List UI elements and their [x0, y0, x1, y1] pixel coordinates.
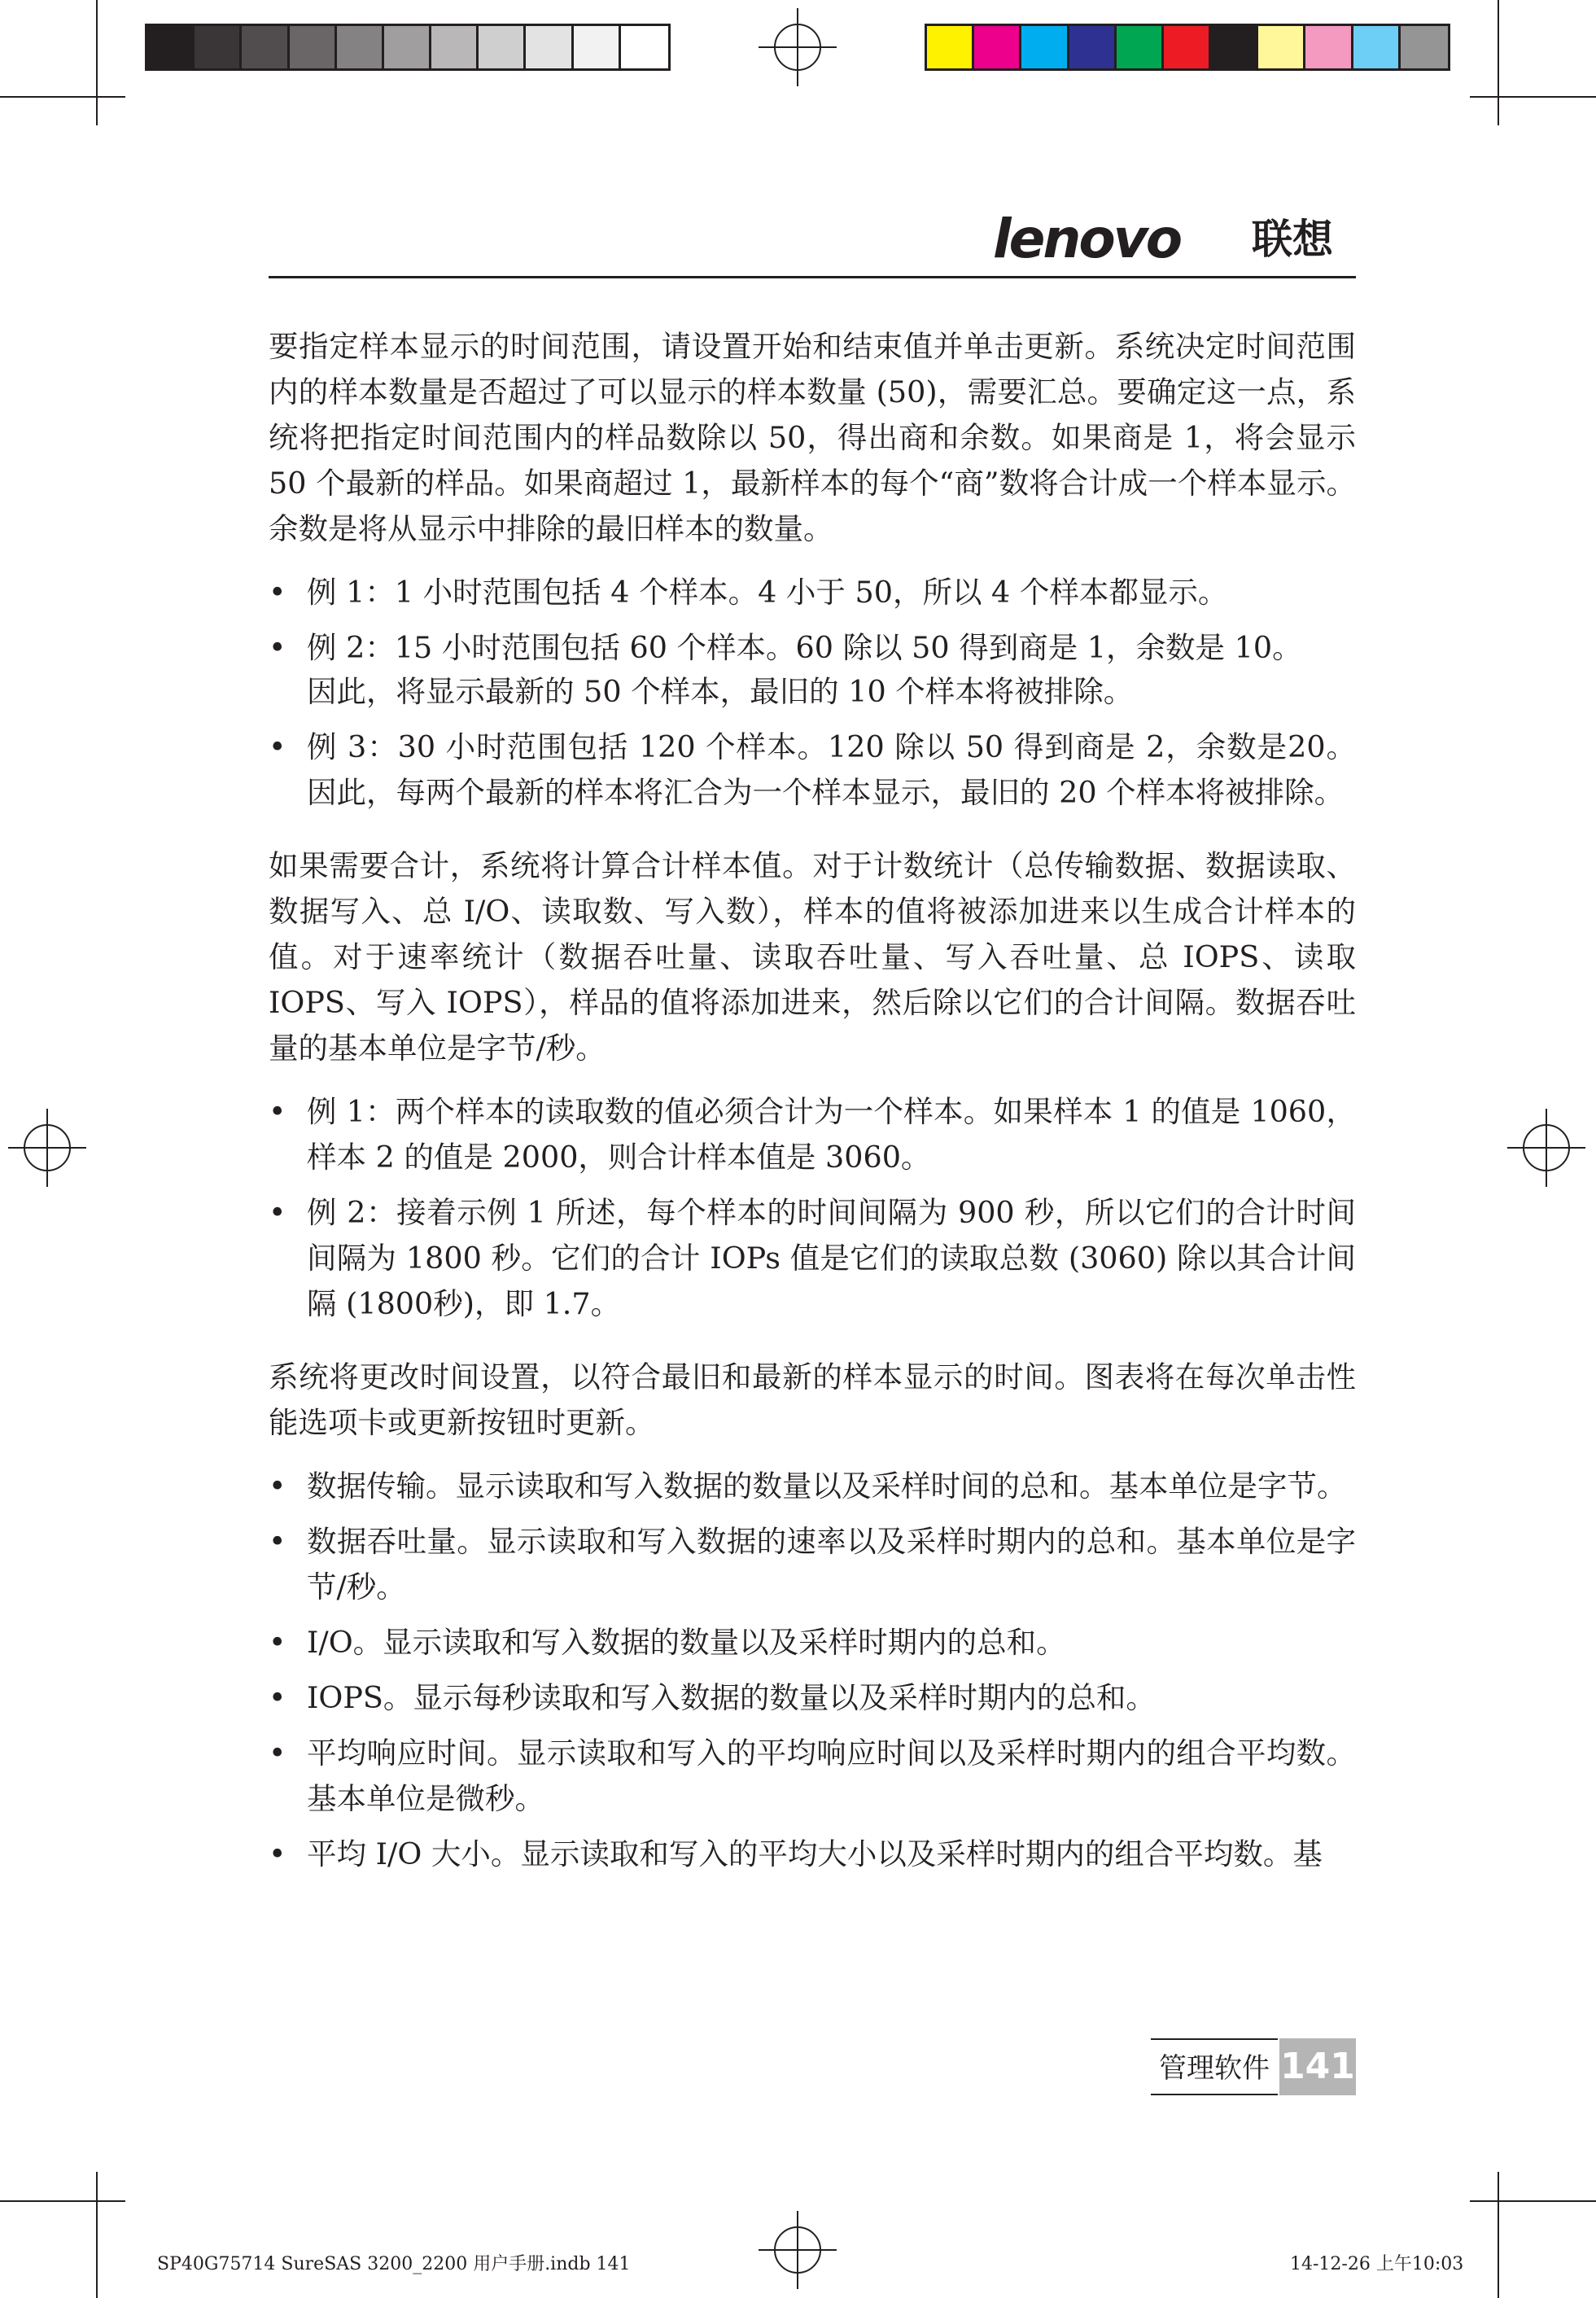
list-item-text: 例 1：1 小时范围包括 4 个样本。4 小于 50，所以 4 个样本都显示。: [307, 575, 1228, 610]
gray-swatch: [147, 26, 195, 68]
crop-mark-bottom-right-h: [1470, 2200, 1596, 2202]
registration-mark-top: [759, 8, 837, 86]
list-item: [269, 1675, 1356, 1721]
gray-swatch: [337, 26, 384, 68]
color-swatch: [1401, 26, 1448, 68]
crop-mark-top-left-v: [96, 0, 98, 125]
gray-swatch: [290, 26, 337, 68]
gray-swatch: [526, 26, 573, 68]
color-swatch: [1021, 26, 1069, 68]
color-swatch: [927, 26, 974, 68]
list-item: [269, 1620, 1356, 1666]
registration-mark-bottom: [759, 2211, 837, 2289]
gray-swatch: [621, 26, 668, 68]
gray-swatch: [384, 26, 431, 68]
bullet-icon: •: [269, 1094, 286, 1129]
example-list-1b: [269, 724, 1356, 816]
list-item-text: 平均响应时间。显示读取和写入的平均响应时间以及采样时期内的组合平均数。基本单位是微秒。: [307, 1736, 1356, 1816]
list-item: [269, 1519, 1356, 1610]
color-swatch: [1305, 26, 1353, 68]
color-swatch: [1164, 26, 1211, 68]
gray-swatch: [431, 26, 479, 68]
crop-mark-top-right-v: [1498, 0, 1499, 125]
example-list-1: [269, 570, 1356, 671]
list-item-text: 例 2：接着示例 1 所述，每个样本的时间间隔为 900 秒，所以它们的合计时间间隔为 1800 秒。它们的合计 IOPs 值是它们的读取总数 (3060) 除以其合计间隔 (1800秒)，即 1.7。: [307, 1195, 1356, 1321]
bullet-icon: •: [269, 1680, 286, 1715]
list-item: [269, 1832, 1356, 1877]
logo-wordmark: lenovo: [993, 208, 1181, 270]
gray-swatch: [574, 26, 621, 68]
color-swatch: [1258, 26, 1305, 68]
print-slug-date: 14-12-26 上午10:03: [1290, 2254, 1464, 2274]
bullet-icon: •: [269, 1836, 286, 1871]
color-swatch: [1117, 26, 1164, 68]
list-item: [269, 625, 1356, 671]
list-item: [269, 1089, 1356, 1180]
print-slug-file: SP40G75714 SureSAS 3200_2200 用户手册.indb 141: [157, 2254, 631, 2274]
paragraph-time-update: 系统将更改时间设置，以符合最旧和最新的样本显示的时间。图表将在每次单击性能选项卡或更新按钮时更新。: [269, 1359, 1356, 1440]
process-color-bar: [925, 24, 1450, 71]
registration-mark-right: [1507, 1109, 1585, 1187]
bullet-icon: •: [269, 1625, 286, 1660]
color-swatch: [1353, 26, 1401, 68]
crop-mark-bottom-right-v: [1498, 2172, 1499, 2298]
list-item: [269, 724, 1356, 816]
list-item-text: I/O。显示读取和写入数据的数量以及采样时期内的总和。: [307, 1625, 1066, 1660]
bullet-icon: •: [269, 1469, 286, 1504]
bullet-icon: •: [269, 729, 286, 764]
list-item-text: 数据吞吐量。显示读取和写入数据的速率以及采样时期内的总和。基本单位是字节/秒。: [307, 1524, 1356, 1604]
paragraph-time-range: 要指定样本显示的时间范围，请设置开始和结束值并单击更新。系统决定时间范围内的样本数量是否超过了可以显示的样本数量 (50)，需要汇总。要确定这一点，系统将把指定时间范围内的样品数除以 50，得出商和余数。如果商是 1，将会显示 50 个最新的样品。如果商超过 1，最新样本的每个“商”数将合计成一个样本显示。余数是将从显示中排除的最旧样本的数量。: [269, 329, 1356, 546]
header-rule: [269, 276, 1356, 278]
list-item: [269, 570, 1356, 615]
metrics-list: [269, 1464, 1356, 1877]
list-item-text: 数据传输。显示读取和写入数据的数量以及采样时间的总和。基本单位是字节。: [307, 1469, 1347, 1504]
color-swatch: [1069, 26, 1117, 68]
registration-mark-left: [8, 1109, 86, 1187]
logo-chinese: 联想: [1252, 216, 1333, 263]
list-item: [269, 1190, 1356, 1327]
grayscale-color-bar: [145, 24, 671, 71]
page-body: [269, 324, 1356, 1887]
gray-swatch: [479, 26, 526, 68]
gray-swatch: [195, 26, 242, 68]
bullet-icon: •: [269, 630, 286, 665]
crop-mark-bottom-left-h: [0, 2200, 125, 2202]
bullet-icon: •: [269, 1524, 286, 1559]
crop-mark-top-right-h: [1470, 96, 1596, 98]
list-item-text: 例 1：两个样本的读取数的值必须合计为一个样本。如果样本 1 的值是 1060，样本 2 的值是 2000，则合计样本值是 3060。: [307, 1094, 1356, 1175]
lenovo-logo: [993, 210, 1359, 269]
list-item-continuation: 因此，将显示最新的 50 个样本，最旧的 10 个样本将被排除。: [307, 674, 1134, 709]
list-item: [269, 1731, 1356, 1822]
list-item-text: 平均 I/O 大小。显示读取和写入的平均大小以及采样时期内的组合平均数。基: [307, 1836, 1323, 1871]
bullet-icon: •: [269, 575, 286, 610]
list-item-text: IOPS。显示每秒读取和写入数据的数量以及采样时期内的总和。: [307, 1680, 1156, 1715]
color-swatch: [974, 26, 1021, 68]
page-number: 141: [1279, 2038, 1356, 2095]
list-item-text: 例 2：15 小时范围包括 60 个样本。60 除以 50 得到商是 1，余数是 10。: [307, 630, 1302, 665]
color-swatch: [1211, 26, 1258, 68]
gray-swatch: [242, 26, 289, 68]
section-label: 管理软件: [1151, 2038, 1278, 2095]
bullet-icon: •: [269, 1736, 286, 1771]
bullet-icon: •: [269, 1195, 286, 1230]
crop-mark-top-left-h: [0, 96, 125, 98]
crop-mark-bottom-left-v: [96, 2172, 98, 2298]
page-footer-tab: [1151, 2038, 1356, 2095]
list-item: [269, 1464, 1356, 1509]
example-list-2: [269, 1089, 1356, 1327]
list-item-text: 例 3：30 小时范围包括 120 个样本。120 除以 50 得到商是 2，余数是20。因此，每两个最新的样本将汇合为一个样本显示，最旧的 20 个样本将被排除。: [307, 729, 1356, 810]
paragraph-aggregation: 如果需要合计，系统将计算合计样本值。对于计数统计（总传输数据、数据读取、数据写入、总 I/O、读取数、写入数），样本的值将被添加进来以生成合计样本的值。对于速率统计（数据吞吐量、读取吞吐量、写入吞吐量、总 IOPS、读取 IOPS、写入 IOPS），样品的值将添加进来，然后除以它们的合计间隔。数据吞吐量的基本单位是字节/秒。: [269, 848, 1356, 1066]
